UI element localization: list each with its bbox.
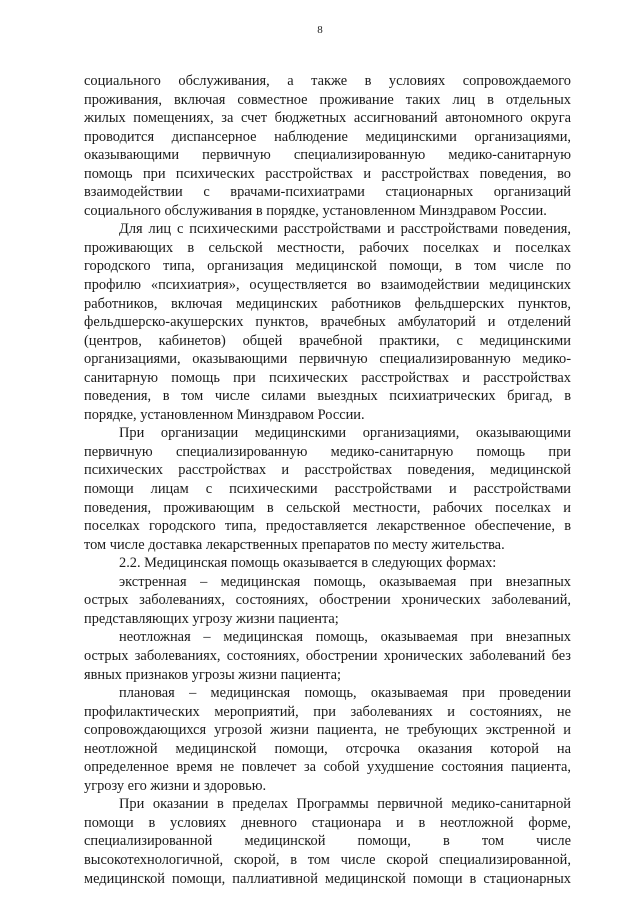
text-line: фельдшерско-акушерских пунктов, врачебных амбулаторий и отделений — [84, 314, 571, 331]
text-line: 2.2. Медицинская помощь оказывается в следующих формах: — [119, 555, 497, 572]
paragraph — [84, 220, 571, 424]
text-line: помощи в условиях дневного стационара и в неотложной форме, — [84, 814, 571, 831]
text-line: проживания, включая совместное проживание таких лиц в отдельных — [84, 91, 571, 108]
text-line: жилых помещениях, за счет бюджетных ассигнований автономного округа — [84, 110, 571, 127]
text-line: оказывающими первичную специализированную медико-санитарную — [84, 147, 571, 164]
text-line: социального обслуживания, а также в условиях сопровождаемого — [84, 73, 571, 89]
text-line: представляющих угрозу жизни пациента; — [84, 610, 339, 627]
text-line: городского типа, организация медицинской помощи, в том числе по — [84, 258, 571, 275]
paragraph — [84, 424, 571, 554]
paragraph — [84, 573, 571, 629]
text-line: угрозу его жизни и здоровью. — [84, 777, 267, 794]
text-line: определенное время не повлечет за собой ухудшение состояния пациента, — [84, 759, 571, 776]
text-line: санитарную помощь при психических расстройствах и расстройствах — [84, 369, 571, 386]
text-line: высокотехнологичной, скорой, в том числе скорой специализированной, — [84, 851, 571, 868]
text-line: проводится диспансерное наблюдение медицинскими организациями, — [84, 128, 571, 145]
text-line: помощи лицам с психическими расстройствами и расстройствами — [84, 481, 571, 498]
text-line: помощь при психических расстройствах и расстройствах поведения, во — [84, 165, 571, 182]
text-line: психических расстройствах и расстройствах поведения, медицинской — [84, 462, 571, 479]
text-line: профилю «психиатрия», осуществляется во взаимодействии медицинских — [84, 277, 571, 294]
text-line: явных признаков угрозы жизни пациента; — [84, 666, 341, 683]
paragraph — [84, 684, 571, 795]
text-line: организациями, оказывающими первичную специализированную медико- — [84, 351, 571, 368]
text-line: первичную специализированную медико-санитарную помощь при — [84, 443, 571, 460]
text-line: проживающих в сельской местности, рабочих поселках и поселках — [84, 239, 571, 256]
text-line: неотложная – медицинская помощь, оказываемая при внезапных — [119, 629, 571, 646]
paragraph — [84, 795, 571, 888]
text-line: плановая – медицинская помощь, оказываемая при проведении — [119, 685, 571, 702]
paragraph — [84, 628, 571, 684]
text-line: поселках городского типа, предоставляется лекарственное обеспечение, в — [84, 518, 571, 535]
text-line: работников, включая медицинских работников фельдшерских пунктов, — [84, 295, 571, 312]
text-line: профилактических мероприятий, при заболеваниях и состояниях, не — [84, 703, 571, 720]
paragraph — [84, 554, 571, 573]
text-line: (центров, кабинетов) общей врачебной практики, с медицинскими — [84, 332, 571, 349]
text-line: острых заболеваниях, состояниях, обострении хронических заболеваний без — [84, 647, 571, 664]
text-line: социального обслуживания в порядке, установленном Минздравом России. — [84, 202, 547, 219]
text-line: порядке, установленном Минздравом России. — [84, 406, 365, 423]
text-line: поведения, проживающим в сельской местности, рабочих поселках и — [84, 499, 571, 516]
text-line: При оказании в пределах Программы первичной медико-санитарной — [119, 796, 571, 813]
text-line: медицинской помощи, паллиативной медицинской помощи в стационарных — [84, 870, 571, 887]
text-line: сопровождающихся угрозой жизни пациента, не требующих экстренной и — [84, 722, 571, 739]
text-line: При организации медицинскими организациями, оказывающими — [119, 425, 571, 442]
text-line: Для лиц с психическими расстройствами и расстройствами поведения, — [119, 221, 571, 238]
document-body — [84, 72, 571, 888]
text-line: том числе доставка лекарственных препаратов по месту жительства. — [84, 536, 505, 553]
text-line: поведения, в том числе силами выездных психиатрических бригад, в — [84, 388, 571, 405]
page-number: 8 — [317, 24, 323, 36]
text-line: неотложной медицинской помощи, отсрочка оказания которой на — [84, 740, 571, 757]
paragraph — [84, 72, 571, 220]
text-line: экстренная – медицинская помощь, оказываемая при внезапных — [119, 573, 571, 590]
text-line: взаимодействии с врачами-психиатрами стационарных организаций — [84, 184, 571, 201]
text-line: специализированной медицинской помощи, в том числе — [84, 833, 571, 850]
text-line: острых заболеваниях, состояниях, обострении хронических заболеваний, — [84, 592, 571, 609]
